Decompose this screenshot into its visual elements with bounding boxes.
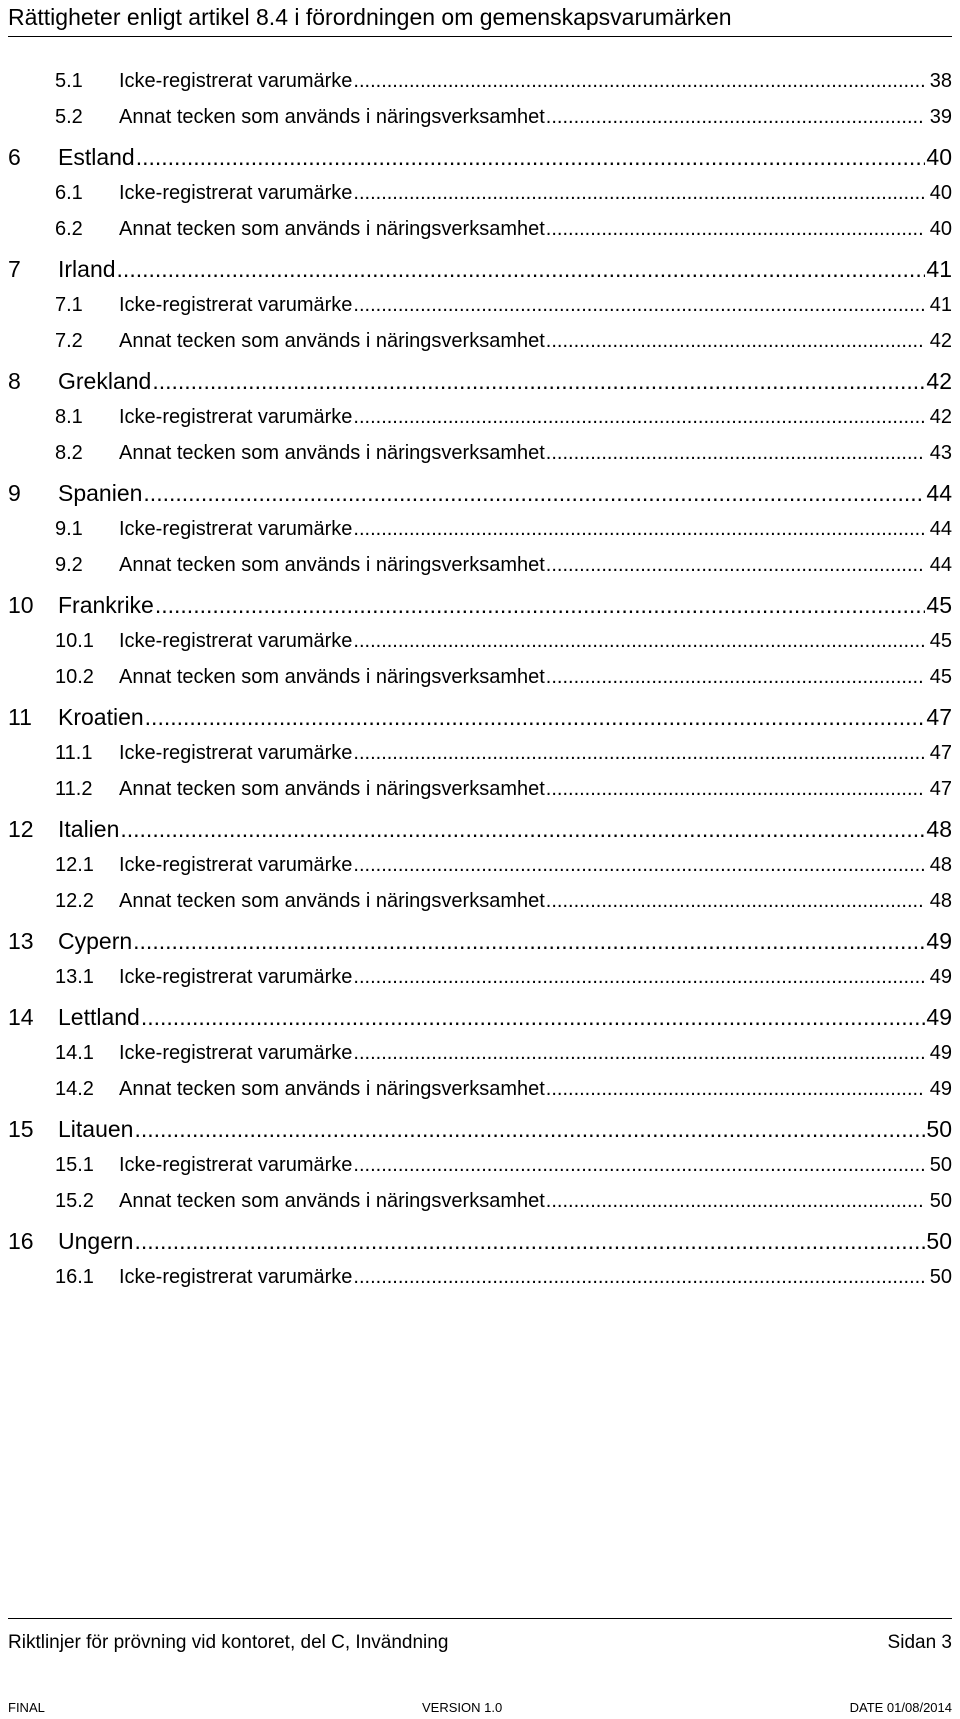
toc-entry-page: 48 bbox=[926, 816, 952, 842]
toc-entry-number: 11.2 bbox=[55, 778, 93, 800]
toc-subsection-entry[interactable] bbox=[8, 294, 952, 324]
toc-dot-leader bbox=[120, 816, 925, 843]
toc-section-entry[interactable] bbox=[8, 704, 952, 734]
toc-dot-leader bbox=[143, 480, 925, 507]
toc-entry-page: 42 bbox=[929, 330, 952, 352]
toc-section-entry[interactable] bbox=[8, 368, 952, 398]
toc-dot-leader bbox=[353, 406, 925, 429]
toc-entry-number: 8.1 bbox=[55, 406, 83, 428]
toc-entry-number: 13.1 bbox=[55, 966, 94, 988]
toc-entry-page: 45 bbox=[929, 630, 952, 652]
toc-section-entry[interactable] bbox=[8, 1228, 952, 1258]
footer-date: DATE 01/08/2014 bbox=[849, 1700, 952, 1715]
footer-document-name: Riktlinjer för prövning vid kontoret, del C, Invändning bbox=[8, 1632, 449, 1653]
header-divider bbox=[8, 36, 952, 37]
toc-entry-label: Cypern bbox=[58, 928, 133, 954]
toc-entry-page: 49 bbox=[929, 1078, 952, 1100]
toc-subsection-entry[interactable] bbox=[8, 518, 952, 548]
toc-dot-leader bbox=[136, 144, 925, 171]
toc-section-entry[interactable] bbox=[8, 816, 952, 846]
toc-entry-label: Ungern bbox=[58, 1228, 134, 1254]
toc-section-entry[interactable] bbox=[8, 256, 952, 286]
toc-entry-page: 49 bbox=[929, 1042, 952, 1064]
toc-entry-page: 50 bbox=[929, 1190, 952, 1212]
toc-dot-leader bbox=[353, 1042, 925, 1065]
footer-version: VERSION 1.0 bbox=[422, 1700, 503, 1715]
toc-entry-page: 42 bbox=[926, 368, 952, 394]
toc-entry-number: 7 bbox=[8, 256, 21, 282]
toc-section-entry[interactable] bbox=[8, 928, 952, 958]
toc-dot-leader bbox=[546, 1078, 925, 1101]
toc-subsection-entry[interactable] bbox=[8, 70, 952, 100]
toc-entry-label: Icke-registrerat varumärke bbox=[119, 854, 353, 876]
toc-entry-page: 49 bbox=[926, 928, 952, 954]
toc-subsection-entry[interactable] bbox=[8, 1078, 952, 1108]
toc-entry-label: Icke-registrerat varumärke bbox=[119, 1154, 353, 1176]
toc-entry-page: 47 bbox=[929, 742, 952, 764]
toc-dot-leader bbox=[353, 966, 925, 989]
toc-subsection-entry[interactable] bbox=[8, 1266, 952, 1296]
document-title: Rättigheter enligt artikel 8.4 i förordningen om gemenskapsvarumärken bbox=[8, 4, 732, 30]
toc-subsection-entry[interactable] bbox=[8, 854, 952, 884]
toc-entry-label: Annat tecken som används i näringsverksamhet bbox=[119, 666, 545, 688]
footer-status: FINAL bbox=[8, 1700, 45, 1715]
toc-entry-number: 15.2 bbox=[55, 1190, 94, 1212]
toc-entry-label: Annat tecken som används i näringsverksamhet bbox=[119, 778, 545, 800]
toc-entry-page: 49 bbox=[929, 966, 952, 988]
toc-entry-page: 38 bbox=[929, 70, 952, 92]
toc-entry-number: 14.1 bbox=[55, 1042, 94, 1064]
toc-entry-page: 40 bbox=[929, 182, 952, 204]
toc-entry-number: 5.2 bbox=[55, 106, 83, 128]
toc-entry-number: 11.1 bbox=[55, 742, 93, 764]
toc-entry-label: Annat tecken som används i näringsverksamhet bbox=[119, 218, 545, 240]
toc-entry-page: 42 bbox=[929, 406, 952, 428]
toc-entry-label: Icke-registrerat varumärke bbox=[119, 182, 353, 204]
toc-subsection-entry[interactable] bbox=[8, 742, 952, 772]
toc-entry-label: Italien bbox=[58, 816, 120, 842]
toc-entry-number: 10.1 bbox=[55, 630, 94, 652]
toc-entry-number: 7.2 bbox=[55, 330, 83, 352]
toc-subsection-entry[interactable] bbox=[8, 442, 952, 472]
toc-entry-number: 13 bbox=[8, 928, 34, 954]
toc-subsection-entry[interactable] bbox=[8, 554, 952, 584]
toc-dot-leader bbox=[353, 1266, 925, 1289]
toc-entry-page: 49 bbox=[926, 1004, 952, 1030]
toc-entry-page: 41 bbox=[926, 256, 952, 282]
toc-entry-number: 12.2 bbox=[55, 890, 94, 912]
toc-dot-leader bbox=[133, 928, 925, 955]
toc-subsection-entry[interactable] bbox=[8, 890, 952, 920]
toc-entry-number: 9.2 bbox=[55, 554, 83, 576]
toc-subsection-entry[interactable] bbox=[8, 966, 952, 996]
toc-subsection-entry[interactable] bbox=[8, 630, 952, 660]
toc-section-entry[interactable] bbox=[8, 1116, 952, 1146]
toc-entry-label: Icke-registrerat varumärke bbox=[119, 294, 353, 316]
toc-entry-label: Litauen bbox=[58, 1116, 134, 1142]
toc-subsection-entry[interactable] bbox=[8, 406, 952, 436]
toc-entry-number: 15.1 bbox=[55, 1154, 94, 1176]
toc-dot-leader bbox=[152, 368, 925, 395]
toc-subsection-entry[interactable] bbox=[8, 666, 952, 696]
toc-entry-number: 6.2 bbox=[55, 218, 83, 240]
toc-dot-leader bbox=[353, 294, 925, 317]
toc-dot-leader bbox=[353, 630, 925, 653]
toc-entry-number: 6 bbox=[8, 144, 21, 170]
toc-section-entry[interactable] bbox=[8, 480, 952, 510]
toc-entry-number: 9.1 bbox=[55, 518, 83, 540]
toc-subsection-entry[interactable] bbox=[8, 778, 952, 808]
toc-entry-label: Annat tecken som används i näringsverksamhet bbox=[119, 330, 545, 352]
toc-entry-label: Annat tecken som används i näringsverksamhet bbox=[119, 106, 545, 128]
toc-entry-number: 5.1 bbox=[55, 70, 83, 92]
toc-entry-label: Frankrike bbox=[58, 592, 154, 618]
toc-entry-label: Annat tecken som används i näringsverksamhet bbox=[119, 442, 545, 464]
toc-entry-page: 50 bbox=[926, 1228, 952, 1254]
toc-entry-page: 45 bbox=[929, 666, 952, 688]
toc-entry-page: 50 bbox=[929, 1154, 952, 1176]
toc-entry-label: Annat tecken som används i näringsverksamhet bbox=[119, 1190, 545, 1212]
toc-entry-label: Lettland bbox=[58, 1004, 140, 1030]
toc-entry-page: 47 bbox=[926, 704, 952, 730]
toc-entry-page: 45 bbox=[926, 592, 952, 618]
toc-dot-leader bbox=[353, 854, 925, 877]
toc-entry-page: 47 bbox=[929, 778, 952, 800]
toc-dot-leader bbox=[546, 106, 925, 129]
toc-subsection-entry[interactable] bbox=[8, 106, 952, 136]
toc-entry-number: 14 bbox=[8, 1004, 34, 1030]
toc-entry-page: 50 bbox=[929, 1266, 952, 1288]
toc-entry-number: 12.1 bbox=[55, 854, 94, 876]
toc-entry-page: 44 bbox=[929, 518, 952, 540]
toc-subsection-entry[interactable] bbox=[8, 1190, 952, 1220]
toc-dot-leader bbox=[353, 70, 925, 93]
toc-entry-label: Icke-registrerat varumärke bbox=[119, 630, 353, 652]
toc-entry-number: 6.1 bbox=[55, 182, 83, 204]
toc-entry-label: Icke-registrerat varumärke bbox=[119, 406, 353, 428]
toc-subsection-entry[interactable] bbox=[8, 1154, 952, 1184]
toc-entry-number: 16.1 bbox=[55, 1266, 94, 1288]
footer-page-number: Sidan 3 bbox=[887, 1632, 952, 1653]
toc-section-entry[interactable] bbox=[8, 1004, 952, 1034]
toc-dot-leader bbox=[546, 330, 925, 353]
toc-dot-leader bbox=[546, 554, 925, 577]
toc-entry-number: 11 bbox=[8, 704, 32, 730]
toc-entry-label: Irland bbox=[58, 256, 116, 282]
toc-entry-page: 43 bbox=[929, 442, 952, 464]
toc-subsection-entry[interactable] bbox=[8, 330, 952, 360]
toc-dot-leader bbox=[353, 182, 925, 205]
toc-entry-number: 14.2 bbox=[55, 1078, 94, 1100]
toc-entry-number: 15 bbox=[8, 1116, 34, 1142]
toc-entry-number: 12 bbox=[8, 816, 34, 842]
toc-dot-leader bbox=[546, 890, 925, 913]
toc-entry-label: Annat tecken som används i näringsverksamhet bbox=[119, 554, 545, 576]
toc-entry-number: 10 bbox=[8, 592, 34, 618]
toc-entry-page: 48 bbox=[929, 854, 952, 876]
toc-entry-page: 39 bbox=[929, 106, 952, 128]
toc-entry-label: Estland bbox=[58, 144, 135, 170]
toc-entry-page: 50 bbox=[926, 1116, 952, 1142]
toc-entry-label: Icke-registrerat varumärke bbox=[119, 518, 353, 540]
toc-dot-leader bbox=[134, 1228, 925, 1255]
toc-entry-label: Icke-registrerat varumärke bbox=[119, 966, 353, 988]
toc-dot-leader bbox=[546, 442, 925, 465]
toc-section-entry[interactable] bbox=[8, 144, 952, 174]
toc-entry-number: 10.2 bbox=[55, 666, 94, 688]
toc-entry-number: 7.1 bbox=[55, 294, 83, 316]
toc-subsection-entry[interactable] bbox=[8, 218, 952, 248]
toc-dot-leader bbox=[546, 1190, 925, 1213]
toc-entry-label: Grekland bbox=[58, 368, 152, 394]
toc-entry-number: 16 bbox=[8, 1228, 34, 1254]
toc-entry-page: 44 bbox=[926, 480, 952, 506]
toc-entry-page: 40 bbox=[929, 218, 952, 240]
toc-dot-leader bbox=[353, 742, 925, 765]
toc-entry-label: Annat tecken som används i näringsverksamhet bbox=[119, 1078, 545, 1100]
toc-entry-page: 48 bbox=[929, 890, 952, 912]
toc-entry-number: 9 bbox=[8, 480, 21, 506]
toc-entry-label: Icke-registrerat varumärke bbox=[119, 1266, 353, 1288]
toc-entry-number: 8.2 bbox=[55, 442, 83, 464]
toc-entry-page: 41 bbox=[929, 294, 952, 316]
toc-dot-leader bbox=[145, 704, 925, 731]
toc-entry-page: 44 bbox=[929, 554, 952, 576]
toc-entry-label: Icke-registrerat varumärke bbox=[119, 70, 353, 92]
toc-entry-label: Annat tecken som används i näringsverksamhet bbox=[119, 890, 545, 912]
toc-entry-page: 40 bbox=[926, 144, 952, 170]
toc-dot-leader bbox=[546, 778, 925, 801]
toc-entry-label: Icke-registrerat varumärke bbox=[119, 742, 353, 764]
toc-dot-leader bbox=[155, 592, 925, 619]
toc-dot-leader bbox=[134, 1116, 925, 1143]
toc-dot-leader bbox=[353, 1154, 925, 1177]
toc-dot-leader bbox=[353, 518, 925, 541]
footer-divider bbox=[8, 1618, 952, 1619]
toc-section-entry[interactable] bbox=[8, 592, 952, 622]
toc-entry-label: Kroatien bbox=[58, 704, 144, 730]
toc-subsection-entry[interactable] bbox=[8, 182, 952, 212]
toc-entry-number: 8 bbox=[8, 368, 21, 394]
toc-dot-leader bbox=[546, 666, 925, 689]
toc-dot-leader bbox=[546, 218, 925, 241]
toc-subsection-entry[interactable] bbox=[8, 1042, 952, 1072]
toc-dot-leader bbox=[141, 1004, 925, 1031]
toc-entry-label: Spanien bbox=[58, 480, 143, 506]
toc-dot-leader bbox=[117, 256, 925, 283]
toc-entry-label: Icke-registrerat varumärke bbox=[119, 1042, 353, 1064]
page-header bbox=[8, 0, 952, 42]
